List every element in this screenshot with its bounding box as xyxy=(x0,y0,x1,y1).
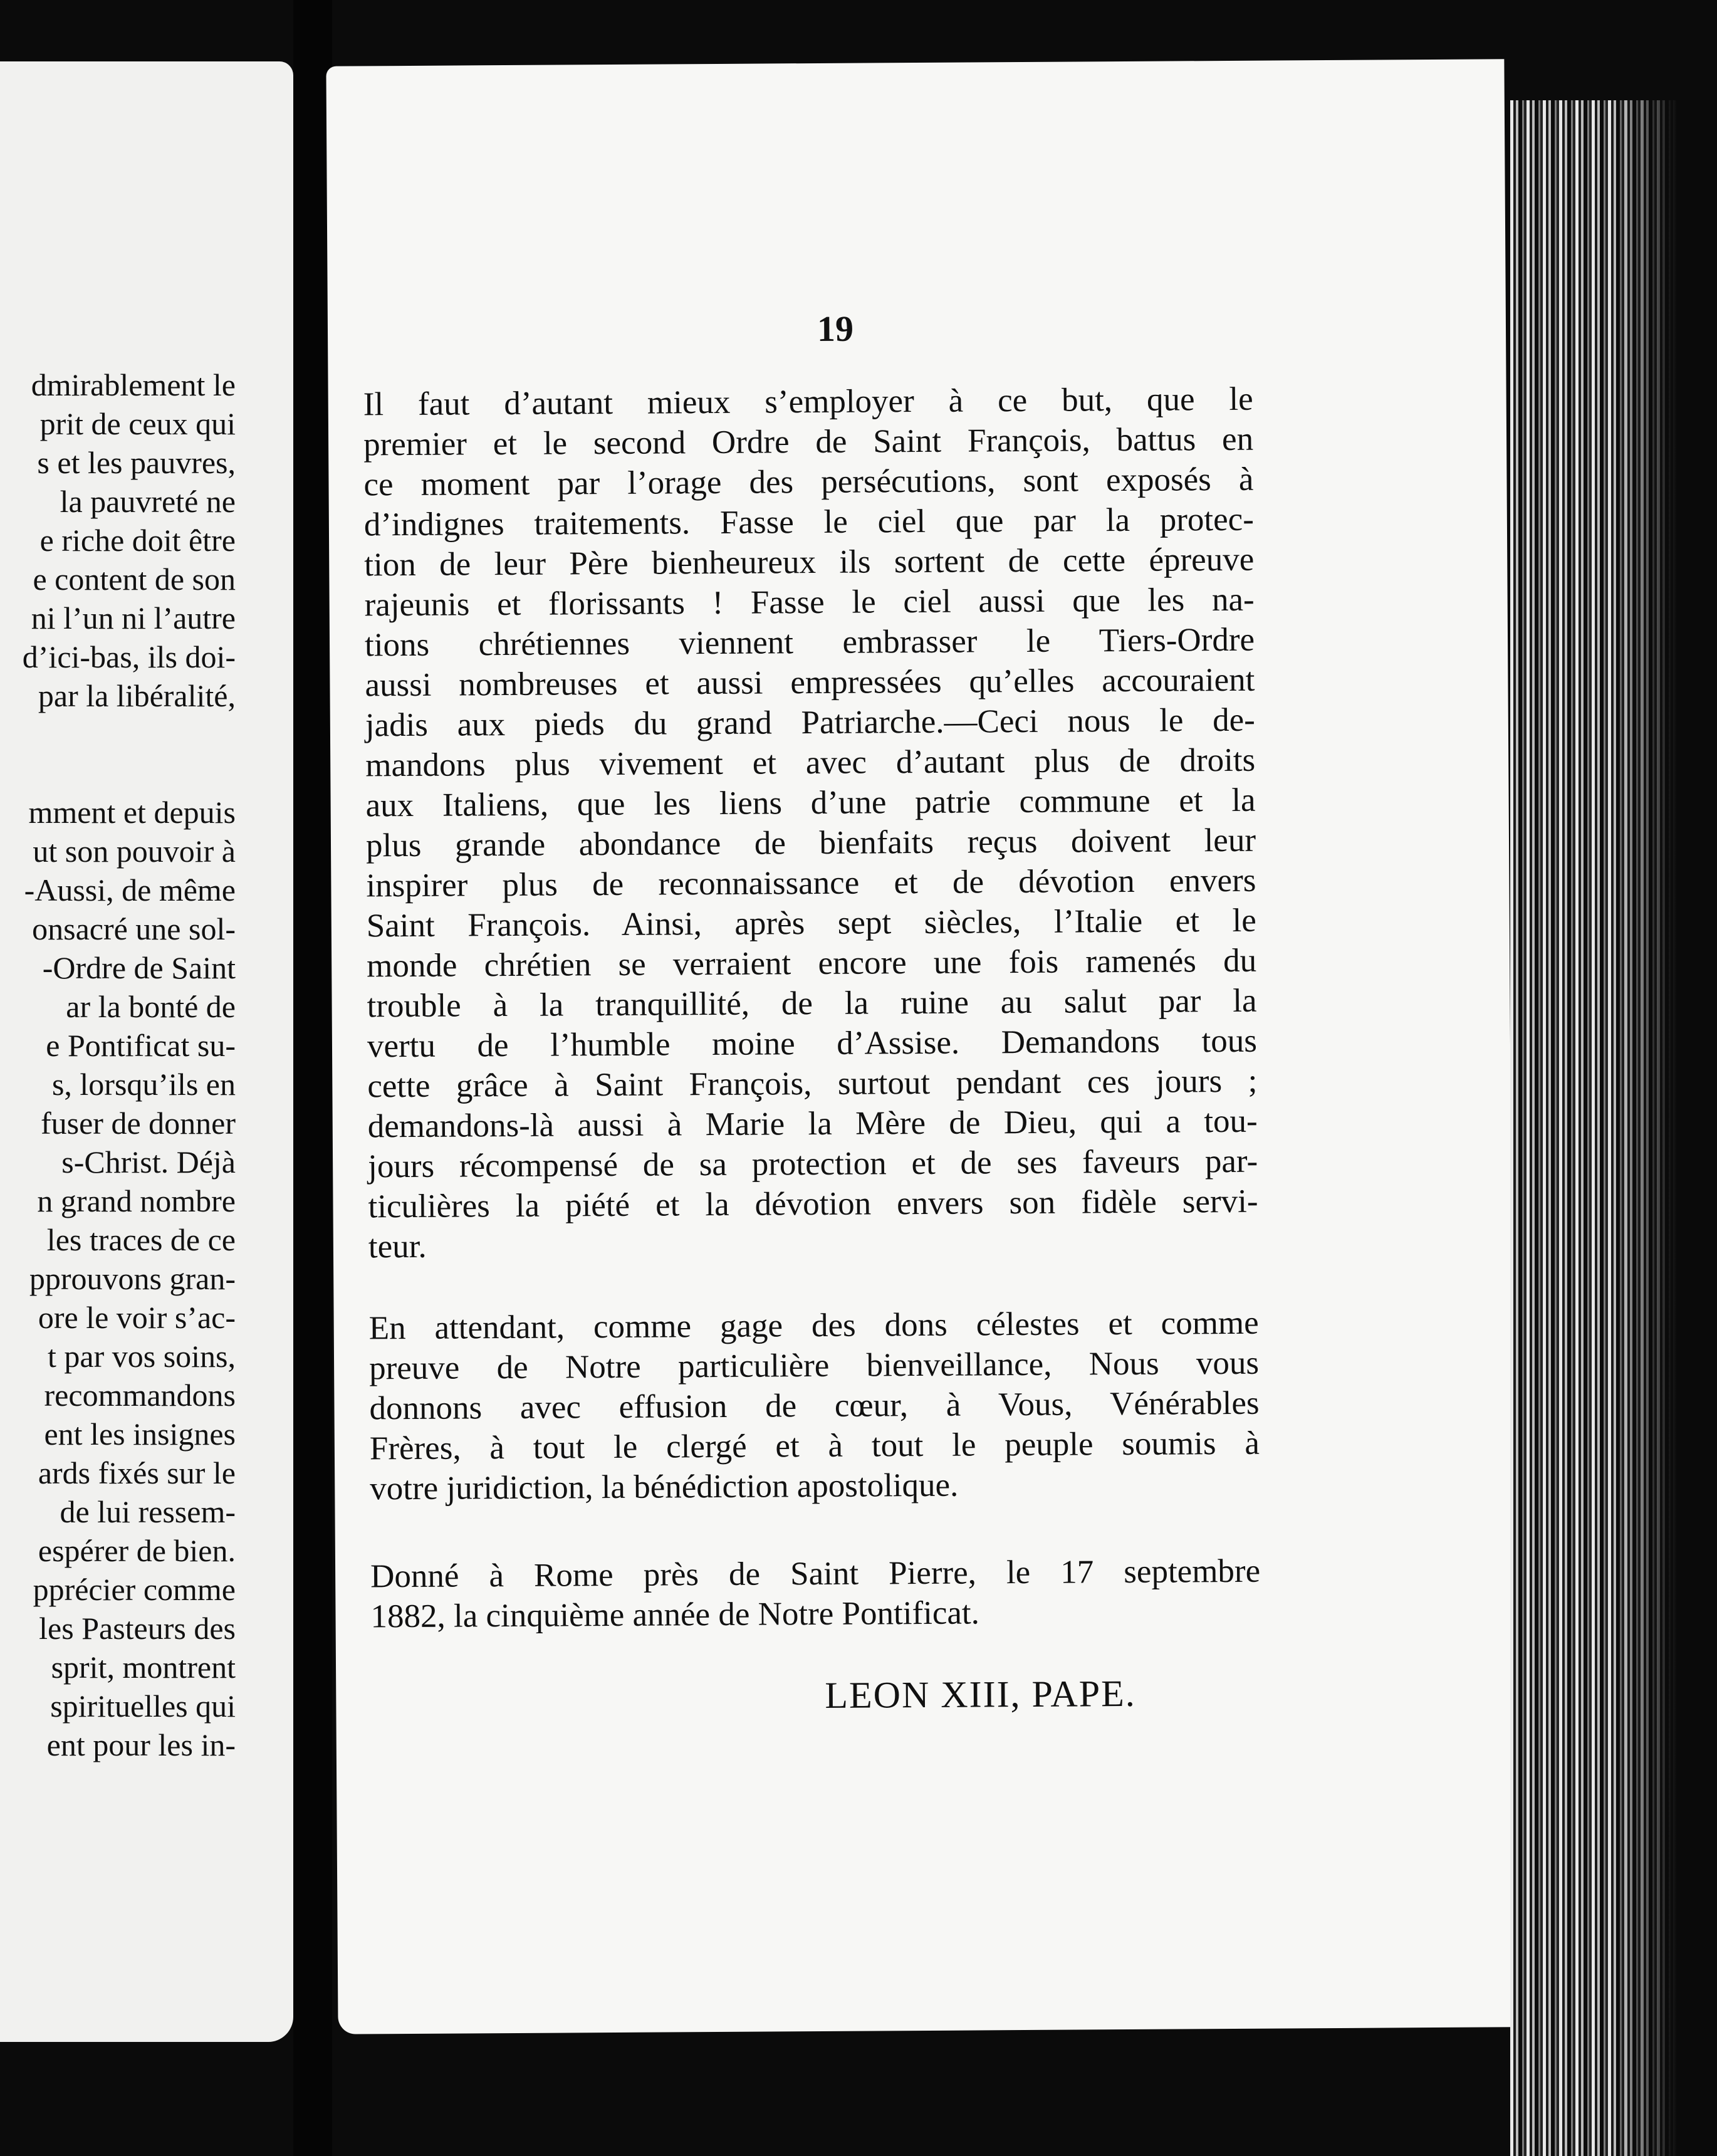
right-page xyxy=(326,59,1516,2034)
left-page-line: s et les pauvres, xyxy=(37,445,236,480)
text-line: jours récompensé de sa protection et de ses faveurs par- xyxy=(367,1143,1258,1185)
left-page-line: ards fixés sur le xyxy=(38,1455,236,1490)
left-page-line: ent les insignes xyxy=(44,1416,236,1452)
left-page-line: recommandons xyxy=(44,1378,236,1413)
text-line: trouble à la tranquillité, de la ruine au salut par la xyxy=(367,982,1257,1025)
paragraph-2 xyxy=(369,1303,1260,1509)
text-line: vertu de l’humble moine d’Assise. Demandons tous xyxy=(367,1022,1258,1065)
left-page-line: les traces de ce xyxy=(46,1222,236,1257)
text-line: Saint François. Ainsi, après sept siècles, l’Italie et le xyxy=(366,902,1256,945)
text-line: Donné à Rome près de Saint Pierre, le 17 septembre xyxy=(370,1552,1261,1595)
left-page-line: s, lorsqu’ils en xyxy=(51,1067,236,1102)
book-gutter xyxy=(293,0,332,2156)
text-line: aussi nombreuses et aussi empressées qu’elles accouraient xyxy=(365,661,1255,704)
left-page-line: ent pour les in- xyxy=(46,1727,236,1762)
paragraph-3 xyxy=(370,1551,1261,1637)
left-page-line: ni l’un ni l’autre xyxy=(31,600,236,636)
left-page-line: e riche doit être xyxy=(39,523,236,558)
left-page-line: espérer de bien. xyxy=(38,1533,236,1568)
text-line: Il faut d’autant mieux s’employer à ce but, que le xyxy=(363,380,1253,423)
text-line: 1882, la cinquième année de Notre Pontificat. xyxy=(370,1594,980,1635)
left-page-line: la pauvreté ne xyxy=(60,484,236,519)
left-page-line: de lui ressem- xyxy=(60,1494,236,1529)
left-page-line: sprit, montrent xyxy=(51,1650,236,1685)
left-page-line: dmirablement le xyxy=(31,367,236,402)
left-page-line: ut son pouvoir à xyxy=(33,834,236,869)
left-page-line: n grand nombre xyxy=(37,1183,236,1218)
left-page-line: fuser de donner xyxy=(41,1106,236,1141)
page-number: 19 xyxy=(817,308,854,349)
left-page-line: -Aussi, de même xyxy=(24,872,236,908)
text-line: teur. xyxy=(368,1228,427,1265)
left-page-line: pprouvons gran- xyxy=(29,1261,236,1296)
left-page-line: s-Christ. Déjà xyxy=(61,1144,236,1180)
text-line: jadis aux pieds du grand Patriarche.—Ceci nous le de- xyxy=(365,701,1256,744)
text-line: d’indignes traitements. Fasse le ciel que par la protec- xyxy=(363,501,1255,543)
text-line: En attendant, comme gage des dons célestes et comme xyxy=(368,1304,1259,1347)
text-line: demandons-là aussi à Marie la Mère de Dieu, qui a tou- xyxy=(367,1102,1258,1145)
left-page-line: les Pasteurs des xyxy=(39,1611,236,1646)
left-page-line: e content de son xyxy=(33,562,236,597)
left-page-line: mment et depuis xyxy=(28,795,236,830)
text-line: preuve de Notre particulière bienveillance, Nous vous xyxy=(368,1344,1260,1387)
text-line: rajeunis et florissants ! Fasse le ciel aussi que les na- xyxy=(364,581,1255,624)
text-line: donnons avec effusion de cœur, à Vous, Vénérables xyxy=(369,1384,1260,1427)
text-line: monde chrétien se verraient encore une fois ramenés du xyxy=(367,942,1257,985)
text-line: tion de leur Père bienheureux ils sortent de cette épreuve xyxy=(364,541,1255,583)
left-page-line: prit de ceux qui xyxy=(39,406,236,441)
left-page-line: -Ordre de Saint xyxy=(42,950,236,985)
text-line: cette grâce à Saint François, surtout pendant ces jours ; xyxy=(367,1062,1258,1105)
text-line: aux Italiens, que les liens d’une patrie commune et la xyxy=(365,782,1256,824)
left-facing-page xyxy=(0,61,293,2042)
left-page-line: spirituelles qui xyxy=(50,1688,236,1724)
left-page-line: ar la bonté de xyxy=(66,989,236,1024)
text-line: ticulières la piété et la dévotion envers son fidèle servi- xyxy=(368,1183,1258,1225)
text-line: inspirer plus de reconnaissance et de dévotion envers xyxy=(366,862,1256,904)
left-page-line: d’ici-bas, ils doi- xyxy=(22,639,236,674)
left-page-line: par la libéralité, xyxy=(38,678,236,713)
signature: LEON XIII, PAPE. xyxy=(825,1672,1136,1716)
left-page-line: ore le voir s’ac- xyxy=(38,1300,236,1335)
left-page-line: onsacré une sol- xyxy=(32,911,236,946)
paragraph-1 xyxy=(363,379,1259,1267)
left-page-line: e Pontificat su- xyxy=(46,1028,236,1063)
text-line: premier et le second Ordre de Saint François, battus en xyxy=(363,421,1254,463)
book-cover-shadow xyxy=(1617,100,1717,2156)
text-line: Frères, à tout le clergé et à tout le peuple soumis à xyxy=(369,1425,1260,1467)
text-line: ce moment par l’orage des persécutions, sont exposés à xyxy=(363,461,1254,503)
text-line: mandons plus vivement et avec d’autant plus de droits xyxy=(365,741,1256,784)
text-line: plus grande abondance de bienfaits reçus doivent leur xyxy=(365,822,1256,864)
left-page-line: pprécier comme xyxy=(33,1572,236,1607)
text-line: tions chrétiennes viennent embrasser le Tiers-Ordre xyxy=(364,621,1255,664)
text-line: votre juridiction, la bénédiction apostolique. xyxy=(370,1467,959,1507)
left-page-line: t par vos soins, xyxy=(48,1339,236,1374)
